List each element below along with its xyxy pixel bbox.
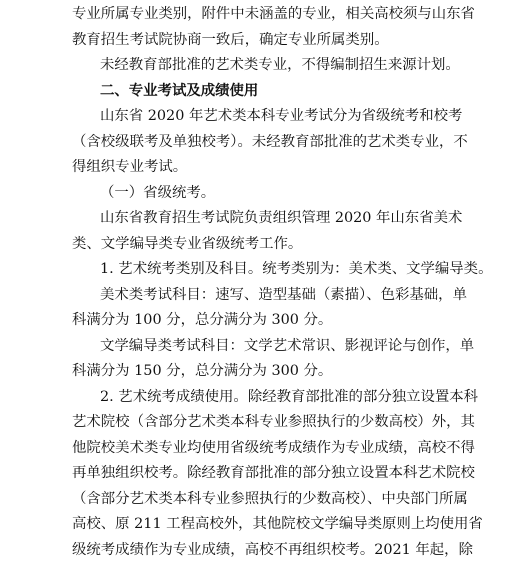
text-line: 教育招生考试院协商一致后，确定专业所属类别。 [72,31,389,48]
text-line: （含部分艺术类本科专业参照执行的少数高校）、中央部门所属 [72,490,468,507]
text-line: 艺术院校（含部分艺术类本科专业参照执行的少数高校）外，其 [72,414,475,430]
text-line: 专业所属专业类别，附件中未涵盖的专业，相关高校须与山东省 [72,6,475,22]
text-line: 再单独组织校考。除经教育部批准的部分独立设置本科艺术院校 [72,465,475,481]
text-line: 未经教育部批准的艺术类专业，不得编制招生来源计划。 [100,57,460,73]
text-line: 科满分为 100 分，总分满分为 300 分。 [72,312,333,328]
text-line: 科满分为 150 分，总分满分为 300 分。 [72,363,333,379]
text-line: 级统考成绩作为专业成绩，高校不再组织校考。2021 年起，除 [72,541,473,558]
text-line: 山东省教育招生考试院负责组织管理 2020 年山东省美术 [100,210,463,226]
text-line: 美术类考试科目：速写、造型基础（素描）、色彩基础，单 [100,286,467,303]
text-line: （含校级联考及单独校考）。未经教育部批准的艺术类专业，不 [72,133,468,150]
text-line: 得组织专业考试。 [72,159,188,175]
text-line: 他院校美术类专业均使用省级统考成绩作为专业成绩，高校不得 [72,439,475,456]
text-line: 高校、原 211 工程高校外，其他院校文学编导类原则上均使用省 [72,516,483,532]
text-line: 1. 艺术统考类别及科目。统考类别为：美术类、文学编导类。 [100,261,493,277]
text-line: 文学编导类考试科目：文学艺术常识、影视评论与创作，单 [100,337,475,354]
subsection-heading: （一）省级统考。 [100,184,216,201]
section-heading: 二、专业考试及成绩使用 [100,82,259,99]
text-line: 山东省 2020 年艺术类本科专业考试分为省级统考和校考 [100,108,463,124]
text-line: 2. 艺术统考成绩使用。除经教育部批准的部分独立设置本科 [100,388,479,405]
text-line: 类、文学编导类专业省级统考工作。 [72,235,303,252]
